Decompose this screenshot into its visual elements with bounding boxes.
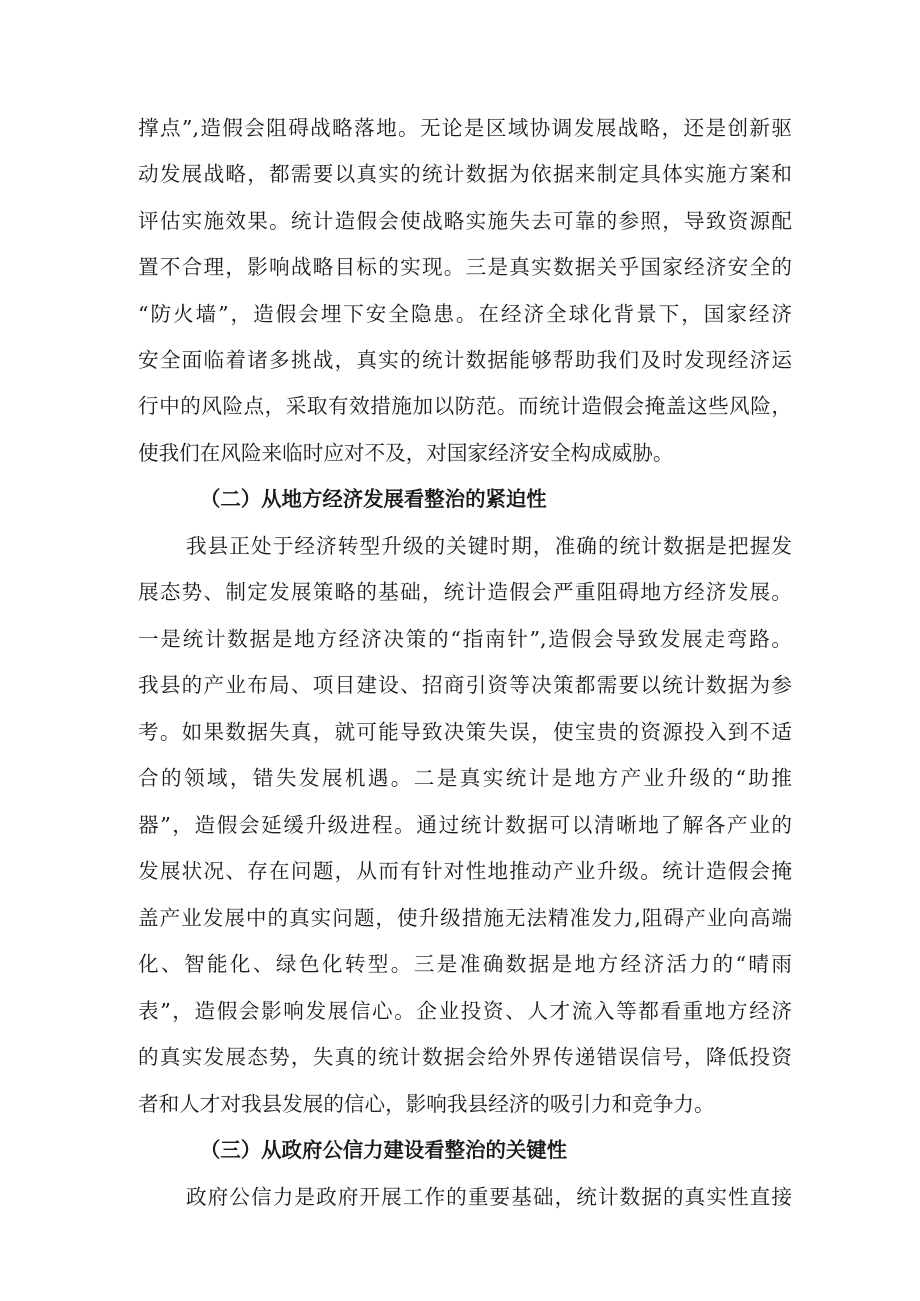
paragraph-line: 展态势、制定发展策略的基础，统计造假会严重阻碍地方经济发展。 — [138, 580, 792, 604]
paragraph-line: 考。如果数据失真，就可能导致决策失误，使宝贵的资源投入到不适 — [138, 720, 792, 744]
paragraph-line: 化、智能化、绿色化转型。三是准确数据是地方经济活力的“晴雨 — [138, 952, 792, 976]
paragraph-line: 一是统计数据是地方经济决策的“指南针”,造假会导致发展走弯路。 — [138, 627, 792, 651]
section-heading: （二）从地方经济发展看整治的紧迫性 — [200, 487, 547, 511]
paragraph-line: 的真实发展态势，失真的统计数据会给外界传递错误信号，降低投资 — [138, 1045, 792, 1069]
paragraph-line: 使我们在风险来临时应对不及，对国家经济安全构成威胁。 — [138, 441, 674, 465]
paragraph-line: 撑点”,造假会阻碍战略落地。无论是区域协调发展战略，还是创新驱 — [138, 116, 792, 140]
paragraph-line: 我县的产业布局、项目建设、招商引资等决策都需要以统计数据为参 — [138, 673, 792, 697]
paragraph-line: 盖产业发展中的真实问题，使升级措施无法精准发力,阻碍产业向高端 — [138, 906, 792, 930]
paragraph-line: 我县正处于经济转型升级的关键时期，准确的统计数据是把握发 — [186, 534, 792, 558]
paragraph-line: 安全面临着诸多挑战，真实的统计数据能够帮助我们及时发现经济运 — [138, 348, 792, 372]
paragraph-line: 动发展战略，都需要以真实的统计数据为依据来制定具体实施方案和 — [138, 162, 792, 186]
section-heading: （三）从政府公信力建设看整治的关键性 — [200, 1138, 568, 1162]
paragraph-line: 者和人才对我县发展的信心，影响我县经济的吸引力和竞争力。 — [138, 1092, 715, 1116]
paragraph-line: 置不合理，影响战略目标的实现。三是真实数据关乎国家经济安全的 — [138, 255, 792, 279]
paragraph-line: 合的领域，错失发展机遇。二是真实统计是地方产业升级的“助推 — [138, 766, 792, 790]
paragraph-line: 行中的风险点，采取有效措施加以防范。而统计造假会掩盖这些风险， — [138, 394, 792, 418]
paragraph-line: 器”，造假会延缓升级进程。通过统计数据可以清晰地了解各产业的 — [138, 813, 792, 837]
paragraph-line: “防火墙”，造假会埋下安全隐患。在经济全球化背景下，国家经济 — [138, 302, 792, 326]
paragraph-line: 政府公信力是政府开展工作的重要基础，统计数据的真实性直接 — [186, 1185, 792, 1209]
paragraph-line: 发展状况、存在问题，从而有针对性地推动产业升级。统计造假会掩 — [138, 859, 792, 883]
paragraph-line: 评估实施效果。统计造假会使战略实施失去可靠的参照，导致资源配 — [138, 209, 792, 233]
paragraph-line: 表”，造假会影响发展信心。企业投资、人才流入等都看重地方经济 — [138, 999, 792, 1023]
